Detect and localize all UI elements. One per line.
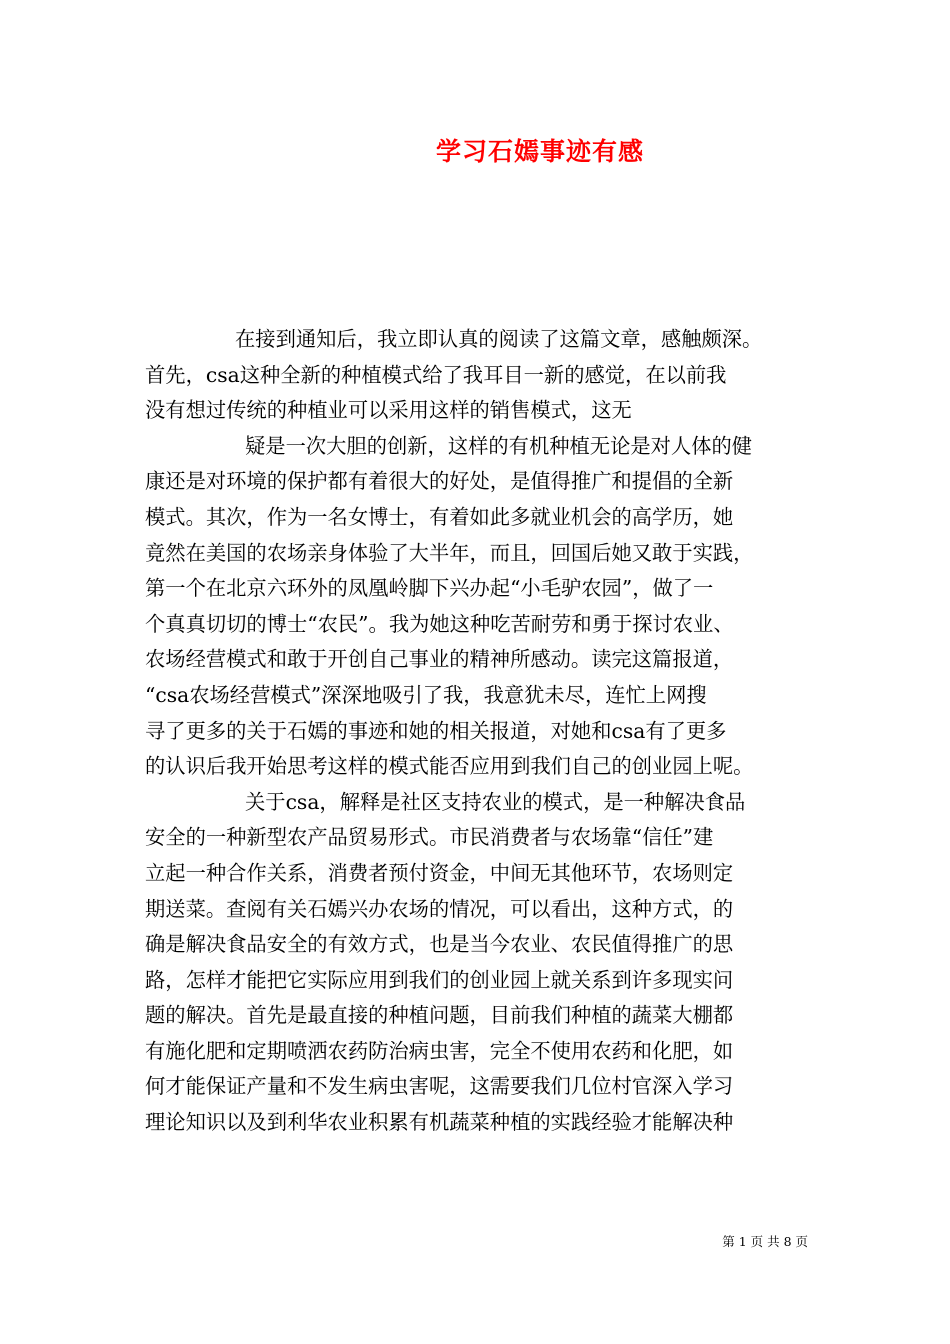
document-title: 学习石嫣事迹有感 [435, 137, 644, 166]
text-line: 关于csa，解释是社区支持农业的模式，是一种解决食品 [245, 789, 746, 814]
text-line: 首先，csa这种全新的种植模式给了我耳目一新的感觉，在以前我 [145, 362, 727, 387]
text-line: 农场经营模式和敢于开创自己事业的精神所感动。读完这篇报道， [145, 647, 734, 672]
text-line: 何才能保证产量和不发生病虫害呢，这需要我们几位村官深入学习 [145, 1074, 734, 1099]
document-body [145, 322, 815, 1141]
text-line: 立起一种合作关系，消费者预付资金，中间无其他环节，农场则定 [145, 860, 734, 885]
text-line: 竟然在美国的农场亲身体验了大半年，而且，回国后她又敢于实践， [145, 540, 754, 565]
text-line: 路，怎样才能把它实际应用到我们的创业园上就关系到许多现实问 [145, 967, 734, 992]
text-line: 期送菜。查阅有关石嫣兴办农场的情况，可以看出，这种方式，的 [145, 896, 734, 921]
text-line: 确是解决食品安全的有效方式，也是当今农业、农民值得推广的思 [145, 932, 734, 957]
text-line: 康还是对环境的保护都有着很大的好处，是值得推广和提倡的全新 [145, 469, 734, 494]
text-line: 第一个在北京六环外的凤凰岭脚下兴办起“小毛驴农园”，做了一 [145, 576, 714, 601]
text-line: 疑是一次大胆的创新，这样的有机种植无论是对人体的健 [245, 433, 753, 458]
page-number-footer: 第 1 页 共 8 页 [722, 1234, 808, 1249]
text-line: 安全的一种新型农产品贸易形式。市民消费者与农场靠“信任”建 [145, 825, 714, 850]
text-line: 题的解决。首先是最直接的种植问题，目前我们种植的蔬菜大棚都 [145, 1003, 734, 1028]
text-line: 在接到通知后，我立即认真的阅读了这篇文章，感触颇深。 [235, 327, 763, 351]
text-line: 个真真切切的博士“农民”。我为她这种吃苦耐劳和勇于探讨农业、 [145, 611, 734, 636]
text-line: 有施化肥和定期喷洒农药防治病虫害，完全不使用农药和化肥，如 [145, 1038, 734, 1063]
text-line: 模式。其次，作为一名女博士，有着如此多就业机会的高学历，她 [145, 504, 734, 529]
text-line: 的认识后我开始思考这样的模式能否应用到我们自己的创业园上呢。 [145, 754, 754, 779]
text-line: 寻了更多的关于石嫣的事迹和她的相关报道，对她和csa有了更多 [145, 718, 727, 743]
text-line: “csa农场经营模式”深深地吸引了我，我意犹未尽，连忙上网搜 [145, 682, 707, 707]
text-line: 没有想过传统的种植业可以采用这样的销售模式，这无 [145, 398, 632, 423]
text-line: 理论知识以及到利华农业积累有机蔬菜种植的实践经验才能解决种 [145, 1110, 734, 1135]
